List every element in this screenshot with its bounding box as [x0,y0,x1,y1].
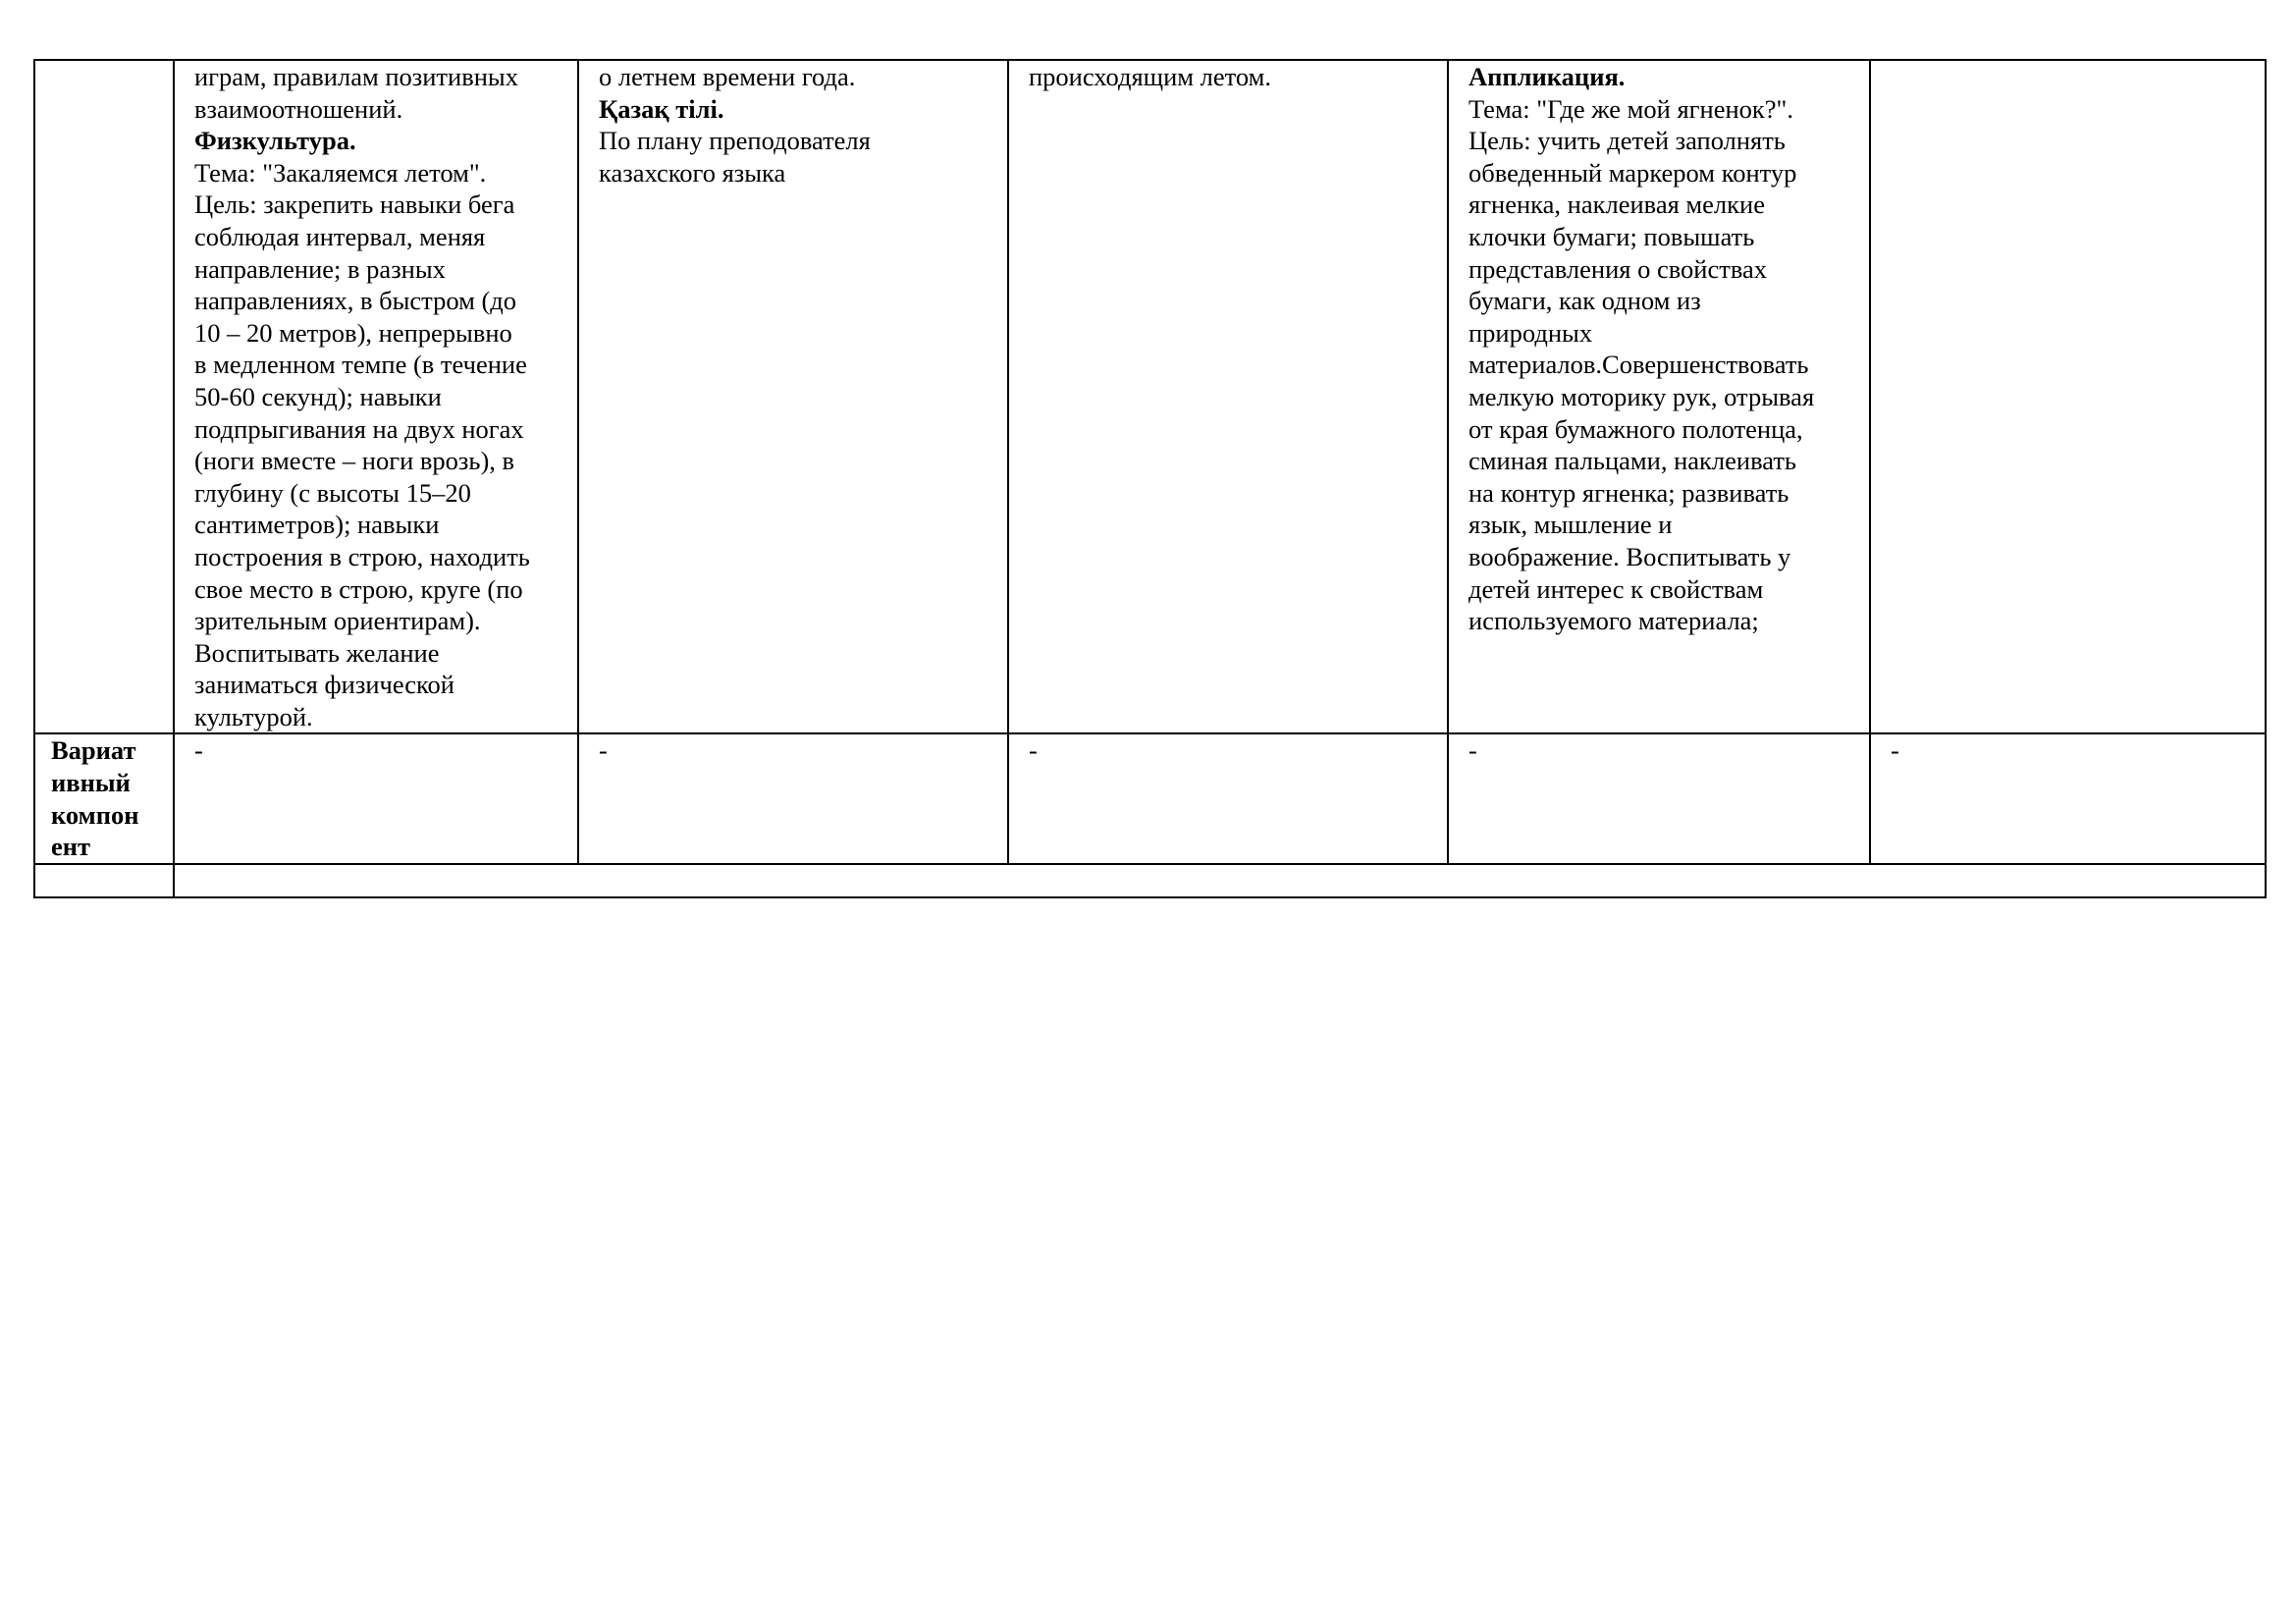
text-line: По плану преподователя [599,126,871,156]
text-line: заниматься физической [194,670,454,700]
text-line: происходящим летом. [1029,62,1272,91]
text-line: подпрыгивания на двух ногах [194,413,524,444]
empty-label-cell [34,864,174,897]
text-line: от края бумажного полотенца, [1468,413,1803,444]
section-heading: Физкультура. [194,126,356,156]
variative-cell [174,733,578,863]
variative-cell [1448,733,1870,863]
text-line: бумаги, как одном из [1468,286,1701,316]
text-line: мелкую моторику рук, отрывая [1468,381,1815,411]
text-line: построения в строю, находить [194,541,530,571]
text-line: играм, правилам позитивных [194,62,518,91]
text-line: культурой. [194,701,313,731]
cell-text [1029,61,1427,93]
text-line: Воспитывать желание [194,637,440,668]
text-line: соблюдая интервал, меняя [194,221,486,251]
text-line: казахского языка [599,157,786,188]
dash-text: - [599,735,608,766]
label-line: ент [51,832,91,862]
variative-component-label [34,733,174,863]
label-line: компон [51,799,139,830]
text-line: зрительным ориентирам). [194,606,481,636]
text-line: обведенный маркером контур [1468,157,1797,188]
empty-cell [1870,60,2266,733]
physical-education-cell [174,60,578,733]
variative-component-row [34,733,2266,863]
dash-text: - [1891,735,1899,766]
activities-row [34,60,2266,733]
text-line: язык, мышление и [1468,510,1673,540]
variative-cell [1870,733,2266,863]
text-line: детей интерес к свойствам [1468,573,1764,604]
empty-merged-cell [174,864,2266,897]
label-line: Вариат [51,735,136,766]
kazakh-language-cell [578,60,1008,733]
text-line: глубину (с высоты 15–20 [194,477,471,508]
text-line: направлениях, в быстром (до [194,286,517,316]
weekly-plan-table [33,59,2267,898]
text-line: сантиметров); навыки [194,510,440,540]
text-line: материалов.Совершенствовать [1468,350,1809,380]
dash-text: - [194,735,203,766]
empty-row [34,864,2266,897]
text-line: на контур ягненка; развивать [1468,477,1789,508]
text-line: природных [1468,317,1593,348]
text-line: в медленном темпе (в течение [194,350,527,380]
text-line: Тема: "Где же мой ягненок?". [1468,93,1793,124]
text-line: 50-60 секунд); навыки [194,381,442,411]
text-line: (ноги вместе – ноги врозь), в [194,446,515,476]
section-heading: Қазақ тілі. [599,93,724,124]
text-line: Тема: "Закаляемся летом". [194,157,487,188]
cell-text [1468,61,1849,637]
text-line: свое место в строю, круге (по [194,573,523,604]
text-line: представления о свойствах [1468,253,1767,284]
section-heading: Аппликация. [1468,62,1626,91]
text-line: Цель: учить детей заполнять [1468,126,1786,156]
cell-text [599,61,988,189]
text-line: взаимоотношений. [194,93,403,124]
variative-cell [1008,733,1448,863]
text-line: ягненка, наклеивая мелкие [1468,189,1765,220]
dash-text: - [1468,735,1477,766]
summer-observation-cell [1008,60,1448,733]
label-line: ивный [51,768,131,798]
dash-text: - [1029,735,1038,766]
text-line: направление; в разных [194,253,446,284]
cell-text [194,61,558,732]
text-line: сминая пальцами, наклеивать [1468,446,1796,476]
applique-cell [1448,60,1870,733]
variative-cell [578,733,1008,863]
text-line: воображение. Воспитывать у [1468,541,1791,571]
text-line: 10 – 20 метров), непрерывно [194,317,512,348]
text-line: о летнем времени года. [599,62,856,91]
text-line: клочки бумаги; повышать [1468,221,1755,251]
text-line: используемого материала; [1468,606,1759,636]
text-line: Цель: закрепить навыки бега [194,189,515,220]
row-label-cell [34,60,174,733]
